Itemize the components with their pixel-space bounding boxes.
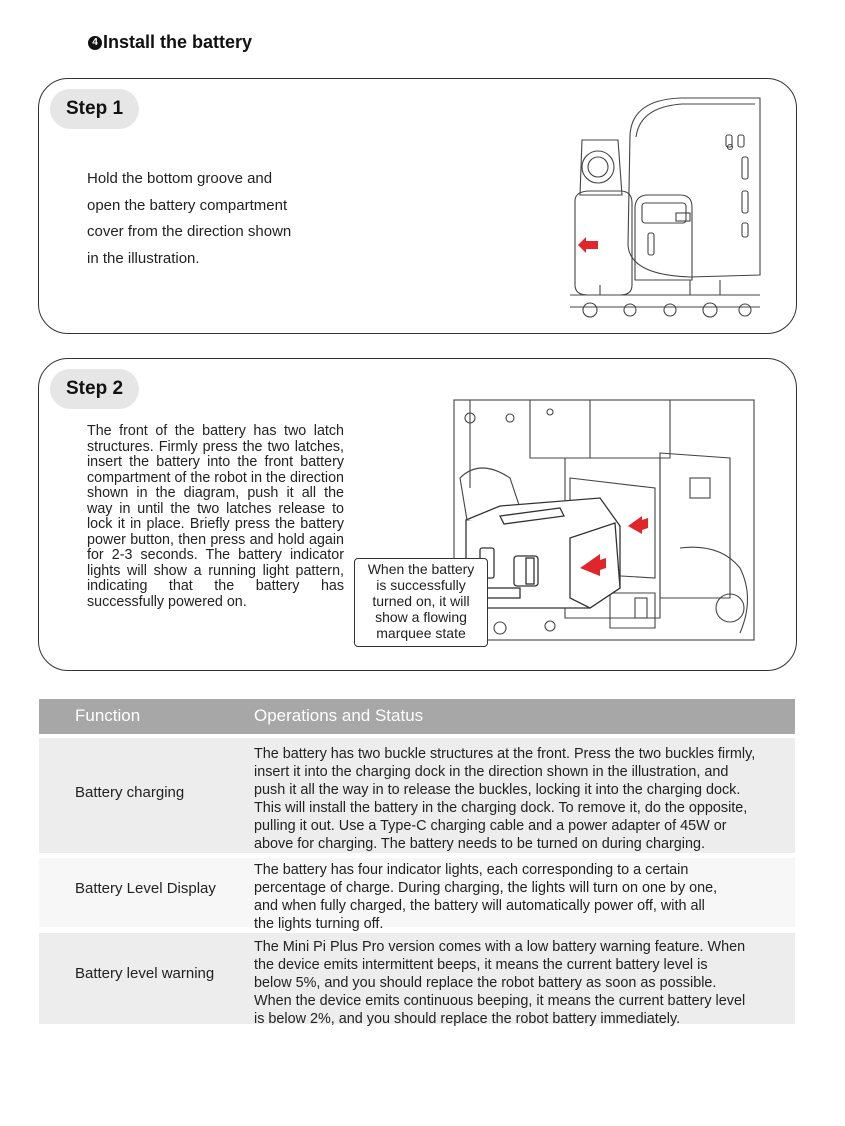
- ops-line: push it all the way in to release the buckles, locking it into the charging dock.: [254, 782, 741, 798]
- table-row: [39, 738, 795, 853]
- table-header: [39, 699, 795, 734]
- callout-line: turned on, it will: [372, 593, 470, 609]
- row-function: Battery charging: [75, 784, 185, 801]
- ops-line: The battery has two buckle structures at the front. Press the two buckles firmly,: [254, 746, 756, 762]
- callout-line: When the battery: [367, 561, 475, 577]
- row-function: Battery level warning: [75, 965, 215, 982]
- step1-instructions: [87, 166, 317, 272]
- ops-line: above for charging. The battery needs to be turned on during charging.: [254, 836, 705, 852]
- step1-line: open the battery compartment: [87, 196, 288, 214]
- section-title-text: Install the battery: [103, 32, 253, 52]
- callout-line: is successfully: [376, 577, 466, 593]
- ops-line: the device emits intermittent beeps, it means the current battery level is: [254, 957, 708, 973]
- ops-line: the lights turning off.: [254, 916, 384, 932]
- callout-line: show a flowing: [375, 609, 467, 625]
- step-number-badge: 4: [88, 36, 102, 50]
- ops-line: is below 2%, and you should replace the robot battery immediately.: [254, 1011, 681, 1027]
- row-function: Battery Level Display: [75, 880, 216, 897]
- table-row: [39, 933, 795, 1027]
- callout-line: marquee state: [376, 625, 466, 641]
- battery-pack: [466, 498, 620, 608]
- direction-arrow-icon: [578, 237, 598, 253]
- step1-illustration: [570, 95, 762, 320]
- step2-illustration: [440, 398, 762, 643]
- step1-label: Step 1: [50, 89, 139, 129]
- header-function: Function: [75, 706, 141, 725]
- row-operations: [254, 745, 787, 853]
- ops-line: When the device emits continuous beeping, it means the current battery level: [254, 993, 746, 1009]
- ops-line: insert it into the charging dock in the direction shown in the illustration, and: [254, 764, 729, 780]
- step1-line: in the illustration.: [87, 249, 200, 267]
- step1-line: Hold the bottom groove and: [87, 170, 273, 187]
- battery-on-callout: [354, 558, 488, 647]
- step1-line: cover from the direction shown: [87, 223, 292, 240]
- ops-line: and when fully charged, the battery will automatically power off, with all: [254, 898, 705, 914]
- section-title: [88, 32, 252, 53]
- direction-arrow-icon: [628, 516, 648, 534]
- ops-line: percentage of charge. During charging, the lights will turn on one by one,: [254, 880, 718, 896]
- step2-instructions: The front of the battery has two latch structures. Firmly press the two latches, insert the battery into the front battery compartment of the robot in the direction shown in the diagram, push it all the way in until the two latches release to lock it in place. Briefly press the battery power button, then press and hold again for 2-3 seconds. The battery indicator lights will show a running light pattern, indicating that the battery has successfully powered on.: [87, 423, 344, 610]
- ops-line: The Mini Pi Plus Pro version comes with a low battery warning feature. When: [254, 939, 746, 955]
- ops-line: This will install the battery in the charging dock. To remove it, do the opposite,: [254, 800, 748, 816]
- row-operations: [254, 861, 754, 933]
- step2-label: Step 2: [50, 369, 139, 409]
- header-operations: Operations and Status: [254, 706, 424, 725]
- ops-line: pulling it out. Use a Type-C charging cable and a power adapter of 45W or: [254, 818, 727, 834]
- table-row: [39, 858, 795, 932]
- ops-line: below 5%, and you should replace the robot battery as soon as possible.: [254, 975, 717, 991]
- row-operations: [254, 938, 774, 1028]
- ops-line: The battery has four indicator lights, each corresponding to a certain: [254, 862, 689, 878]
